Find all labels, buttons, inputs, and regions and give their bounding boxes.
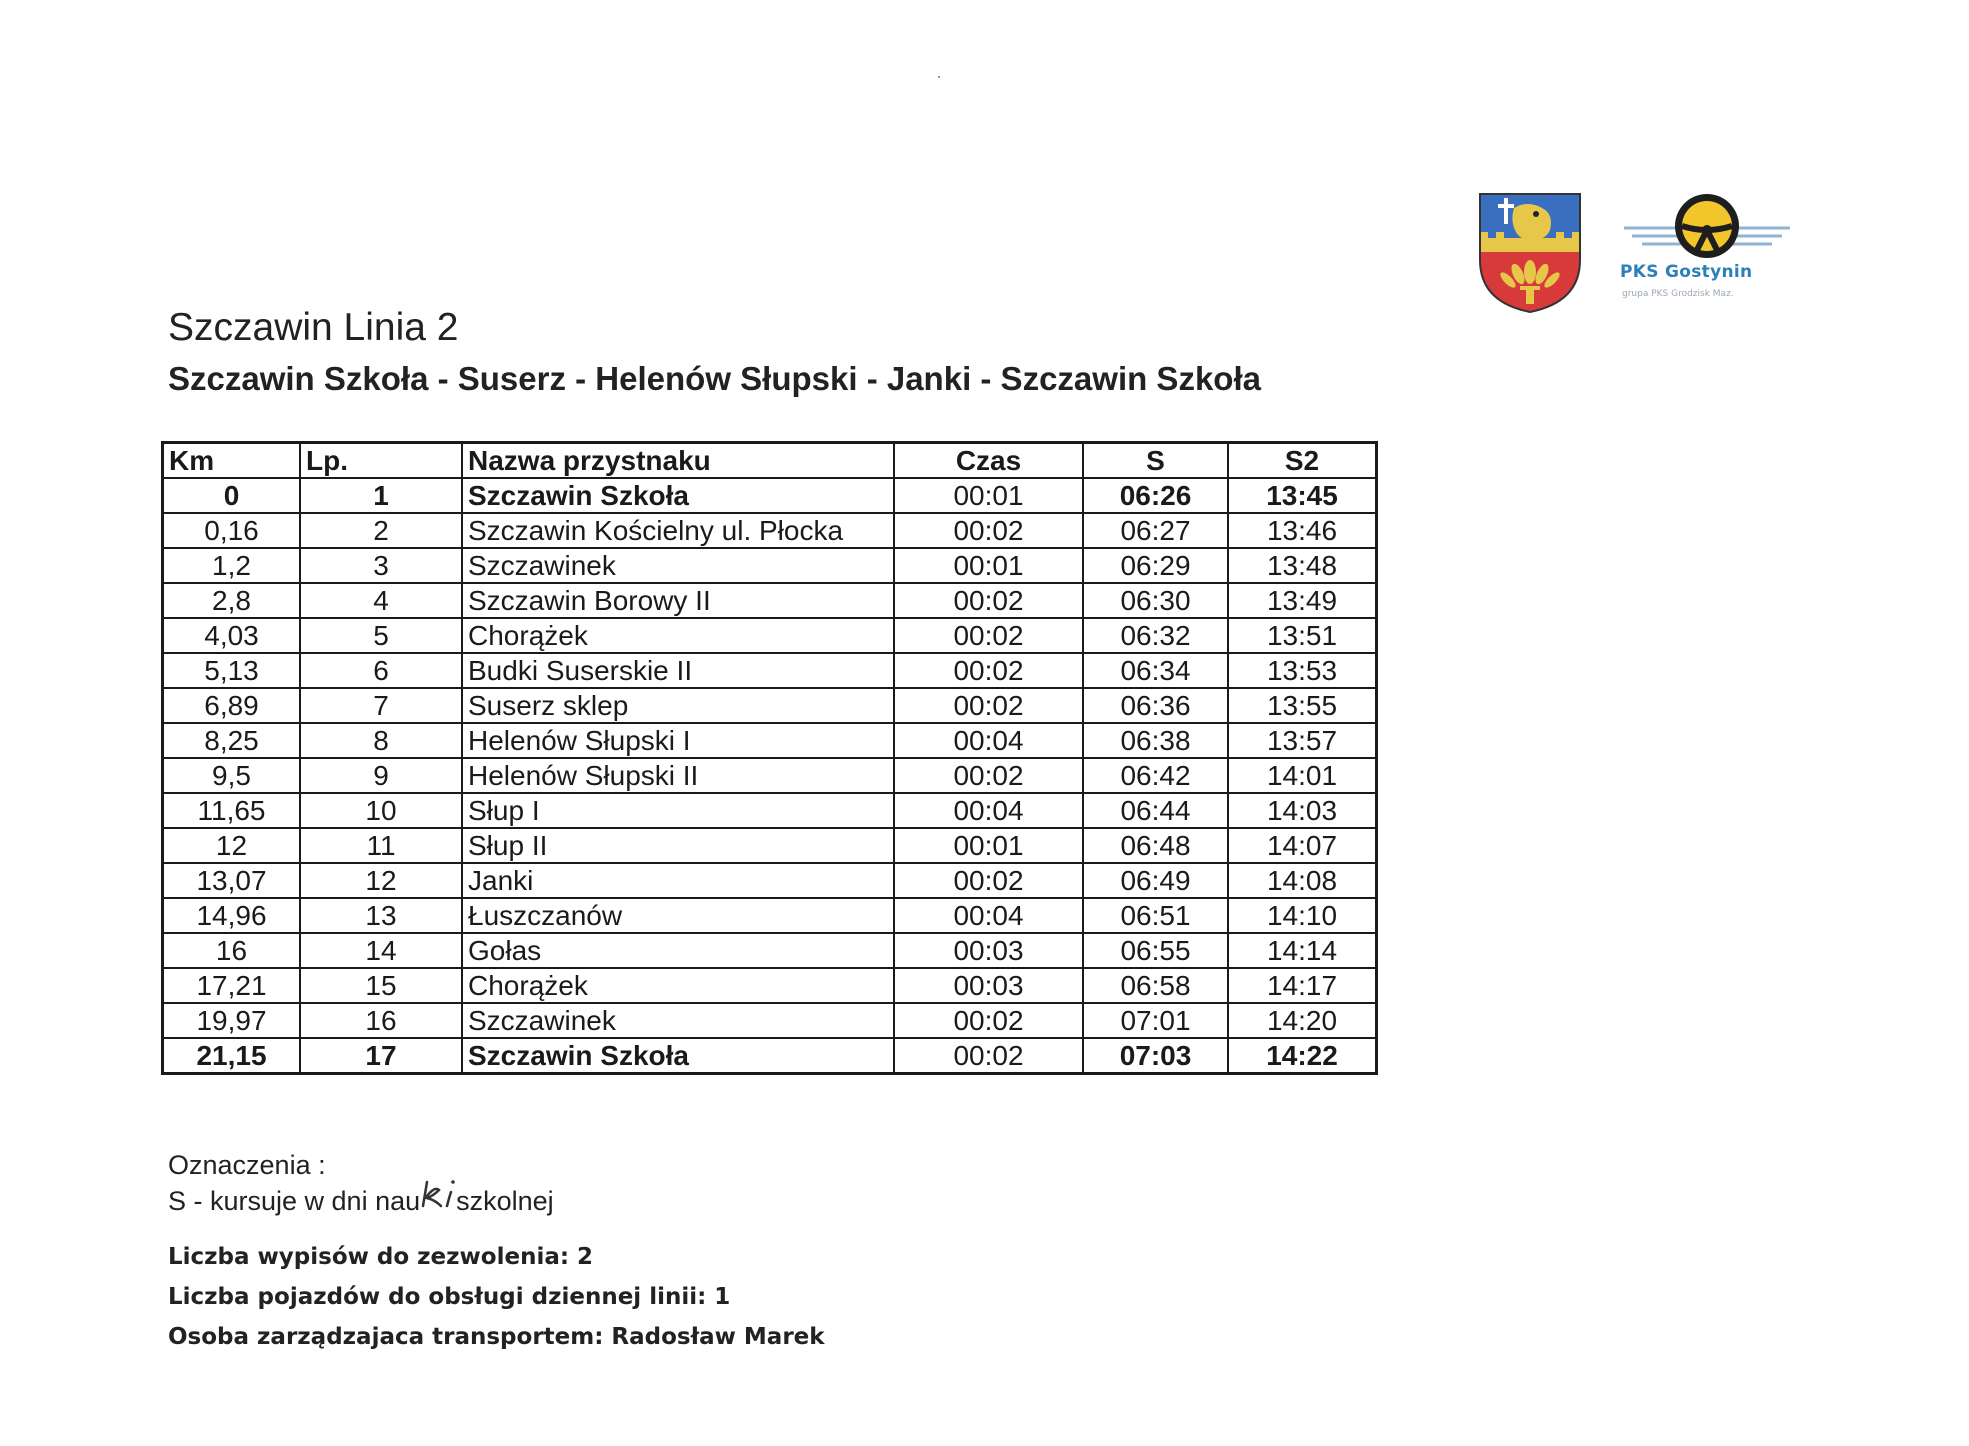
cell-stop-name: Szczawin Szkoła [462,1038,894,1074]
cell-s2: 14:03 [1228,793,1377,828]
cell-km: 11,65 [163,793,301,828]
cell-s: 06:29 [1083,548,1228,583]
cell-s2: 14:08 [1228,863,1377,898]
cell-lp: 16 [300,1003,462,1038]
table-row [163,828,1377,863]
cell-czas: 00:02 [894,688,1083,723]
table-row [163,513,1377,548]
cell-stop-name: Chorążek [462,968,894,1003]
cell-stop-name: Szczawin Szkoła [462,478,894,513]
legend-entry [168,1186,554,1217]
cell-km: 0 [163,478,301,513]
coat-of-arms-icon [1476,190,1584,316]
cell-lp: 15 [300,968,462,1003]
cell-stop-name: Słup II [462,828,894,863]
cell-stop-name: Szczawin Kościelny ul. Płocka [462,513,894,548]
cell-s: 06:42 [1083,758,1228,793]
cell-s2: 13:49 [1228,583,1377,618]
cell-s2: 13:46 [1228,513,1377,548]
cell-km: 12 [163,828,301,863]
cell-s: 07:03 [1083,1038,1228,1074]
cell-stop-name: Łuszczanów [462,898,894,933]
legend-title: Oznaczenia : [168,1150,326,1180]
table-row [163,548,1377,583]
table-row [163,653,1377,688]
table-row [163,1038,1377,1074]
cell-czas: 00:02 [894,513,1083,548]
cell-s2: 14:22 [1228,1038,1377,1074]
table-row [163,933,1377,968]
cell-czas: 00:02 [894,653,1083,688]
cell-s2: 14:14 [1228,933,1377,968]
cell-stop-name: Słup I [462,793,894,828]
cell-lp: 11 [300,828,462,863]
cell-czas: 00:03 [894,968,1083,1003]
table-row [163,793,1377,828]
cell-czas: 00:01 [894,548,1083,583]
table-row [163,863,1377,898]
cell-km: 5,13 [163,653,301,688]
cell-lp: 14 [300,933,462,968]
cell-km: 6,89 [163,688,301,723]
route-description: Szczawin Szkoła - Suserz - Helenów Słupski - Janki - Szczawin Szkoła [168,360,1261,397]
table-row [163,583,1377,618]
cell-lp: 12 [300,863,462,898]
header-s: S [1083,443,1228,479]
cell-s: 06:49 [1083,863,1228,898]
cell-czas: 00:02 [894,863,1083,898]
cell-lp: 13 [300,898,462,933]
header-km: Km [163,443,301,479]
scan-speck [938,76,940,78]
cell-s2: 13:57 [1228,723,1377,758]
cell-czas: 00:04 [894,793,1083,828]
cell-s2: 13:55 [1228,688,1377,723]
cell-s: 06:38 [1083,723,1228,758]
cell-czas: 00:02 [894,1038,1083,1074]
cell-km: 1,2 [163,548,301,583]
cell-km: 4,03 [163,618,301,653]
cell-lp: 9 [300,758,462,793]
info-permit-count: Liczba wypisów do zezwolenia: 2 [168,1244,594,1270]
table-row [163,968,1377,1003]
cell-s2: 13:53 [1228,653,1377,688]
cell-s: 06:27 [1083,513,1228,548]
cell-lp: 1 [300,478,462,513]
cell-km: 17,21 [163,968,301,1003]
pks-brand-name: PKS Gostynin [1620,262,1753,282]
table-row [163,1003,1377,1038]
cell-s2: 14:17 [1228,968,1377,1003]
cell-stop-name: Chorążek [462,618,894,653]
cell-lp: 7 [300,688,462,723]
table-row [163,618,1377,653]
cell-stop-name: Helenów Słupski II [462,758,894,793]
cell-stop-name: Janki [462,863,894,898]
cell-stop-name: Szczawinek [462,1003,894,1038]
cell-lp: 17 [300,1038,462,1074]
cell-s2: 14:20 [1228,1003,1377,1038]
info-vehicle-count: Liczba pojazdów do obsługi dziennej linii: 1 [168,1284,731,1310]
table-row [163,898,1377,933]
cell-s: 06:26 [1083,478,1228,513]
table-row [163,688,1377,723]
cell-stop-name: Budki Suserskie II [462,653,894,688]
cell-km: 14,96 [163,898,301,933]
cell-s2: 13:45 [1228,478,1377,513]
cell-lp: 10 [300,793,462,828]
header-lp: Lp. [300,443,462,479]
cell-czas: 00:02 [894,583,1083,618]
header-s2: S2 [1228,443,1377,479]
cell-km: 2,8 [163,583,301,618]
cell-s: 06:48 [1083,828,1228,863]
handwritten-correction [419,1176,467,1212]
cell-s: 06:58 [1083,968,1228,1003]
table-header-row [163,443,1377,479]
info-transport-manager: Osoba zarządzajaca transportem: Radosław Marek [168,1324,825,1350]
cell-s2: 14:10 [1228,898,1377,933]
cell-czas: 00:02 [894,758,1083,793]
cell-czas: 00:03 [894,933,1083,968]
cell-km: 19,97 [163,1003,301,1038]
cell-km: 21,15 [163,1038,301,1074]
cell-stop-name: Helenów Słupski I [462,723,894,758]
cell-s: 06:55 [1083,933,1228,968]
header-czas: Czas [894,443,1083,479]
cell-km: 9,5 [163,758,301,793]
pks-brand-subtitle: grupa PKS Grodzisk Maz. [1622,289,1734,299]
cell-lp: 3 [300,548,462,583]
header-stop-name: Nazwa przystnaku [462,443,894,479]
legend-entry-suffix: szkolnej [456,1186,554,1216]
table-row [163,758,1377,793]
cell-lp: 2 [300,513,462,548]
cell-km: 13,07 [163,863,301,898]
cell-stop-name: Suserz sklep [462,688,894,723]
cell-stop-name: Gołas [462,933,894,968]
cell-stop-name: Szczawin Borowy II [462,583,894,618]
legend-entry-text: S - kursuje w dni nau [168,1186,421,1216]
cell-s: 06:34 [1083,653,1228,688]
cell-s2: 14:01 [1228,758,1377,793]
cell-s2: 13:51 [1228,618,1377,653]
cell-lp: 4 [300,583,462,618]
table-row [163,478,1377,513]
cell-s: 06:36 [1083,688,1228,723]
cell-lp: 6 [300,653,462,688]
cell-s: 07:01 [1083,1003,1228,1038]
cell-czas: 00:01 [894,828,1083,863]
table-row [163,723,1377,758]
cell-km: 16 [163,933,301,968]
cell-s: 06:44 [1083,793,1228,828]
cell-km: 8,25 [163,723,301,758]
cell-km: 0,16 [163,513,301,548]
timetable [161,441,1378,1075]
cell-s2: 14:07 [1228,828,1377,863]
cell-s2: 13:48 [1228,548,1377,583]
cell-lp: 8 [300,723,462,758]
cell-stop-name: Szczawinek [462,548,894,583]
cell-czas: 00:02 [894,1003,1083,1038]
cell-s: 06:51 [1083,898,1228,933]
cell-czas: 00:01 [894,478,1083,513]
cell-czas: 00:04 [894,723,1083,758]
cell-czas: 00:02 [894,618,1083,653]
cell-s: 06:30 [1083,583,1228,618]
cell-czas: 00:04 [894,898,1083,933]
page-title: Szczawin Linia 2 [168,306,459,349]
cell-lp: 5 [300,618,462,653]
cell-s: 06:32 [1083,618,1228,653]
